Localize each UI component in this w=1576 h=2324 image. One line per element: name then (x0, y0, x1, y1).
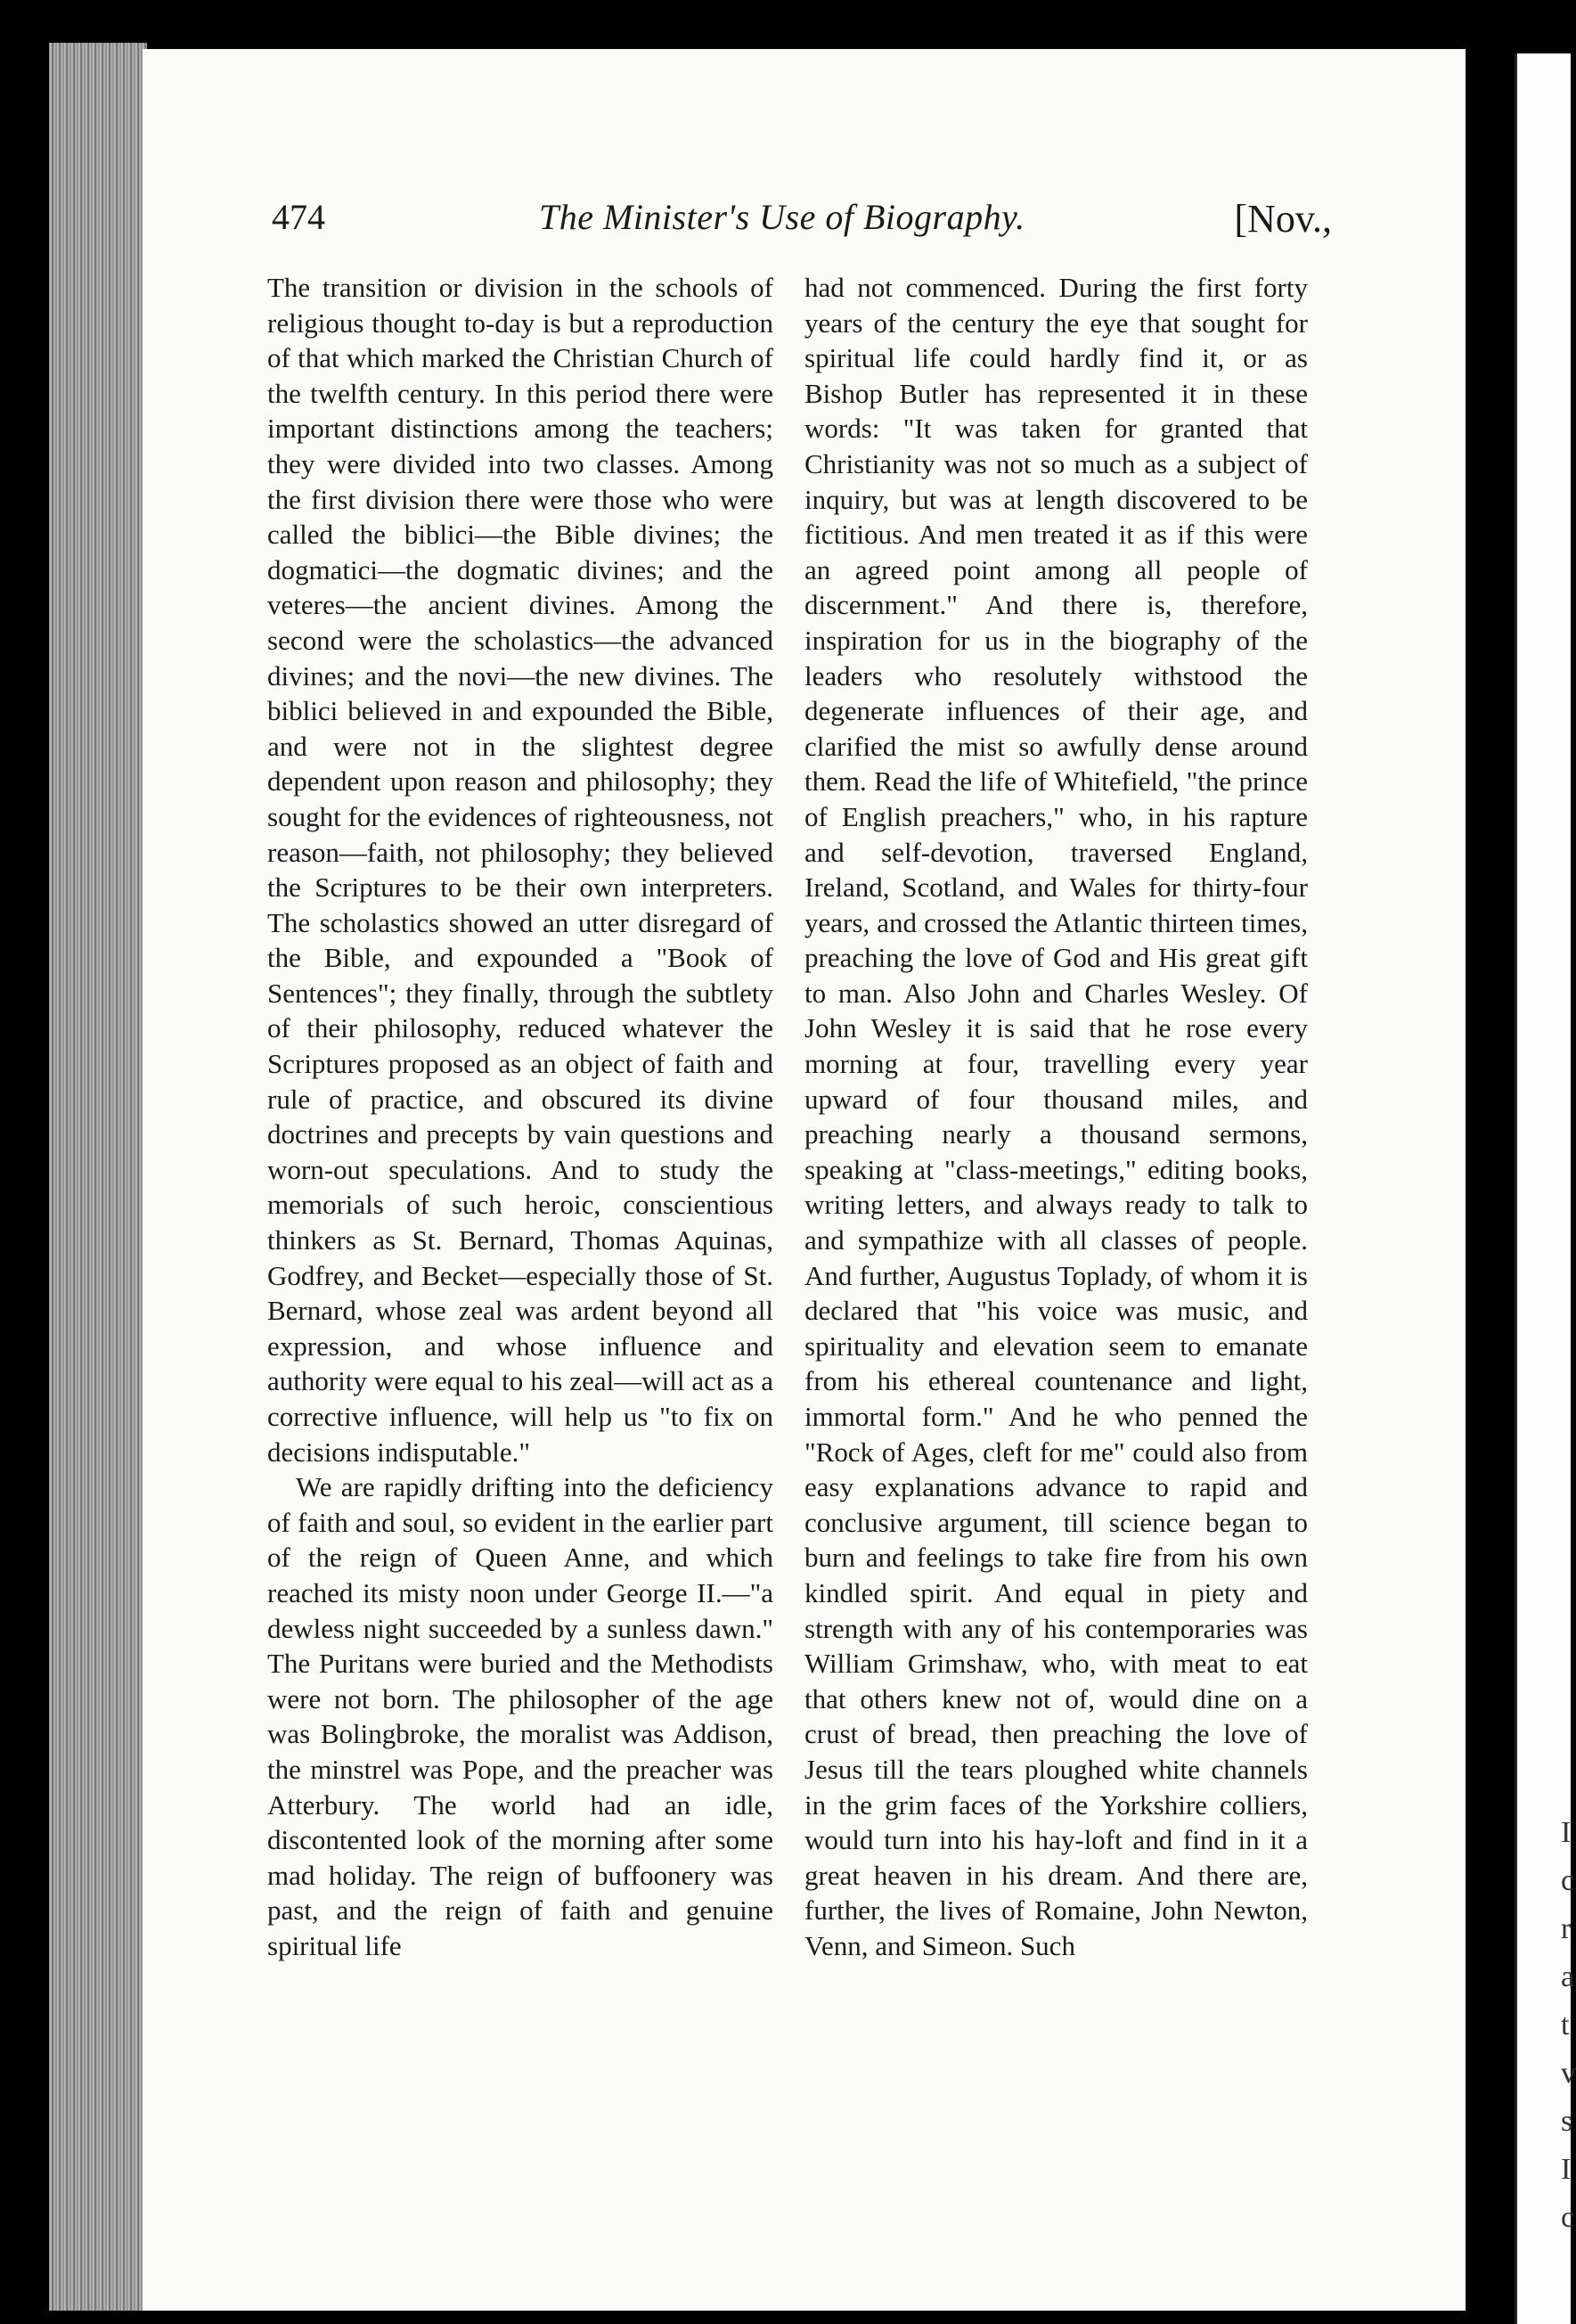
month-label: [Nov., (1234, 197, 1332, 241)
running-title: The Minister's Use of Biography. (539, 197, 1025, 237)
page-number: 474 (272, 197, 325, 237)
book-page-edges (49, 43, 147, 2311)
left-column (267, 270, 773, 1964)
adjacent-page-text: I c r a t v s I c (1561, 1816, 1576, 2234)
right-paragraph-1: had not commenced. During the first forty years of the century the eye that sought for spiritual life could hardly find it, or as Bishop Butler has represented it in these words: "It was taken for granted that Christianity was not so much as a subject of inquiry, but was at length discovered to be fictitious. And men treated it as if this were an agreed point among all people of discernment." And there is, therefore, inspiration for us in the biography of the leaders who resolutely withstood the degenerate influences of their age, and clarified the mist so awfully dense around them. Read the life of Whitefield, "the prince of English preachers," who, in his rapture and self-devotion, traversed England, Ireland, Scotland, and Wales for thirty-four years, and crossed the Atlantic thirteen times, preaching the love of God and His great gift to man. Also John and Charles Wesley. Of John Wesley it is said that he rose every morning at four, travelling every year upward of four thousand miles, and preaching nearly a thousand sermons, speaking at "class-meetings," editing books, writing letters, and always ready to talk to and sympathize with all classes of people. And further, Augustus Toplady, of whom it is declared that "his voice was music, and spirituality and elevation seem to emanate from his ethereal countenance and light, immortal form." And he who penned the "Rock of Ages, cleft for me" could also from easy explanations advance to rapid and conclusive argument, till science began to burn and feelings to take fire from his own kindled spirit. And equal in piety and strength with any of his contemporaries was William Grimshaw, who, with meat to eat that others knew not of, would dine on a crust of bread, then preaching the love of Jesus till the tears ploughed white channels in the grim faces of the Yorkshire colliers, would turn into his hay-loft and find in it a great heaven in his dream. And there are, further, the lives of Romaine, John Newton, Venn, and Simeon. Such (804, 272, 1308, 1961)
left-paragraph-2: We are rapidly drifting into the deficiency of faith and soul, so evident in the earlier part of the reign of Queen Anne, and which reached its misty noon under George II.—"a dewless night succeeded by a sunless dawn." The Puritans were buried and the Methodists were not born. The philosopher of the age was Bolingbroke, the moralist was Addison, the minstrel was Pope, and the preacher was Atterbury. The world had an idle, discontented look of the morning after some mad holiday. The reign of buffoonery was past, and the reign of faith and genuine spiritual life (267, 1471, 773, 1961)
page-header (272, 187, 1332, 250)
left-paragraph-1: The transition or division in the schools of religious thought to-day is but a reproduction of that which marked the Christian Church of the twelfth century. In this period there were important distinctions among the teachers; they were divided into two classes. Among the first division there were those who were called the biblici—the Bible divines; the dogmatici—the dogmatic divines; and the veteres—the ancient divines. Among the second were the scholastics—the advanced divines; and the novi—the new divines. The biblici believed in and expounded the Bible, and were not in the slightest degree dependent upon reason and philosophy; they sought for the evidences of righteousness, not reason—faith, not philosophy; they believed the Scriptures to be their own interpreters. The scholastics showed an utter disregard of the Bible, and expounded a "Book of Sentences"; they finally, through the subtlety of their philosophy, reduced whatever the Scriptures proposed as an object of faith and rule of practice, and obscured its divine doctrines and precepts by vain questions and worn-out speculations. And to study the memorials of such heroic, conscientious thinkers as St. Bernard, Thomas Aquinas, Godfrey, and Becket—especially those of St. Bernard, whose zeal was ardent beyond all expression, and whose influence and authority were equal to his zeal—will act as a corrective influence, will help us "to fix on decisions indisputable." (267, 272, 773, 1468)
right-column (804, 270, 1308, 1964)
